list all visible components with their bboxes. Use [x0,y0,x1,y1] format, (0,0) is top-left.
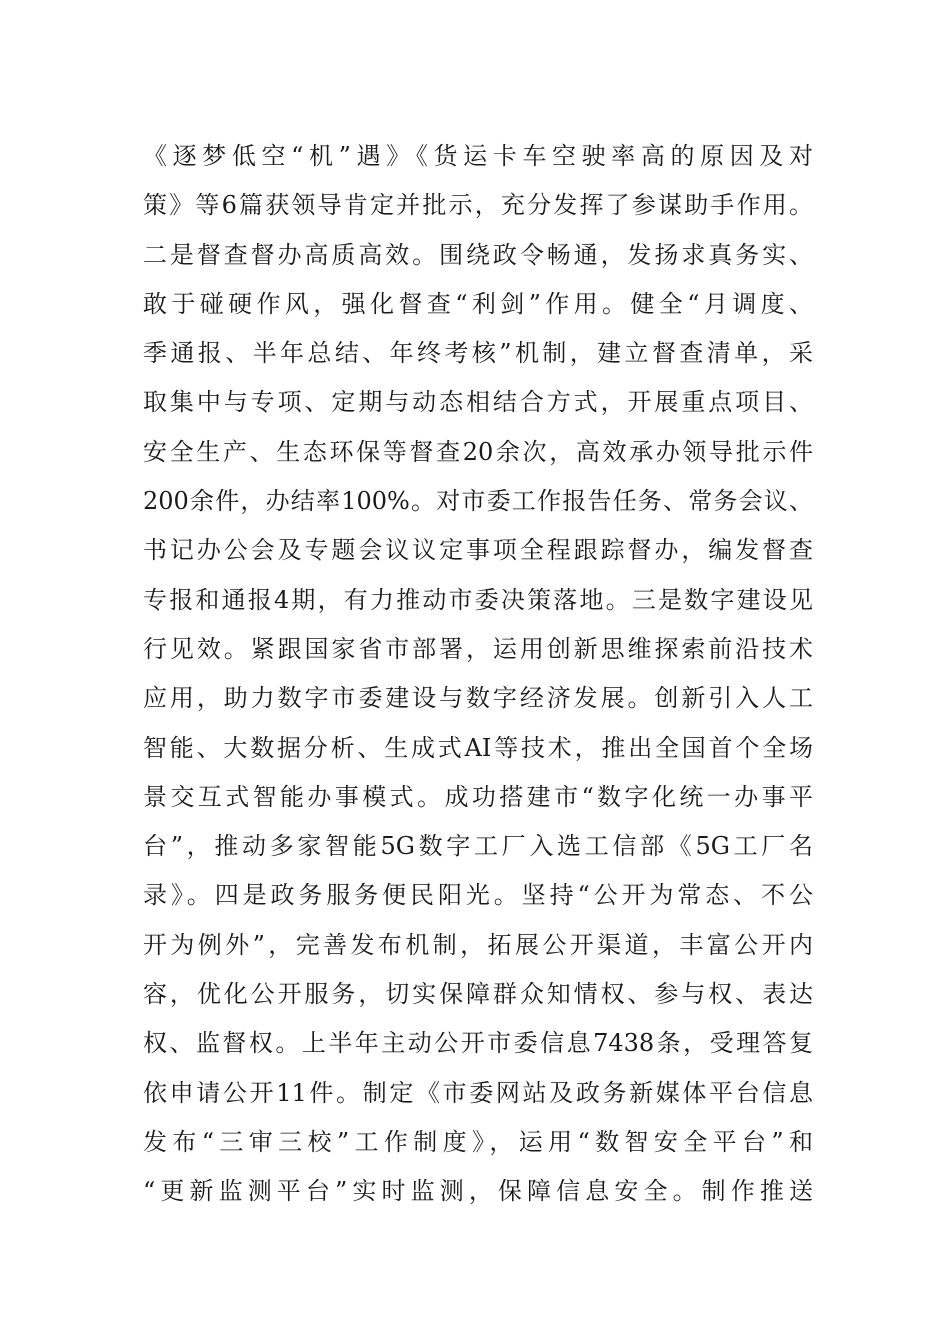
text-line-5: 季通报、半年总结、年终考核”机制，建立督查清单，采 [143,339,813,368]
text-line-9: 书记办公会及专题会议议定事项全程跟踪督办，编发督查 [143,536,813,565]
text-line-4: 敢于碰硬作风，强化督查“利剑”作用。健全“月调度、 [143,289,813,318]
text-line-11: 行见效。紧跟国家省市部署，运用创新思维探索前沿技术 [143,634,813,663]
text-line-14: 景交互式智能办事模式。成功搭建市“数字化统一办事平 [143,782,813,811]
text-line-1: 《逐梦低空“机”遇》《货运卡车空驶率高的原因及对 [143,142,813,170]
text-line-18: 容，优化公开服务，切实保障群众知情权、参与权、表达 [143,980,813,1009]
text-line-6: 取集中与专项、定期与动态相结合方式，开展重点项目、 [143,388,813,417]
text-line-17: 开为例外”，完善发布机制，拓展公开渠道，丰富公开内 [143,930,813,959]
text-line-16: 录》。四是政务服务便民阳光。坚持“公开为常态、不公 [143,881,813,910]
text-line-21: 发布“三审三校”工作制度》，运用“数智安全平台”和 [143,1127,813,1156]
text-line-7: 安全生产、生态环保等督查20余次，高效承办领导批示件 [143,437,813,466]
text-line-12: 应用，助力数字市委建设与数字经济发展。创新引入人工 [143,684,813,713]
body-text [143,132,813,1217]
text-line-10: 专报和通报4期，有力推动市委决策落地。三是数字建设见 [143,585,813,614]
text-line-22: “更新监测平台”实时监测，保障信息安全。制作推送 [143,1177,813,1206]
text-line-8: 200余件，办结率100%。对市委工作报告任务、常务会议、 [143,487,813,516]
text-line-15: 台”，推动多家智能5G数字工厂入选工信部《5G工厂名 [143,832,813,861]
text-line-13: 智能、大数据分析、生成式AI等技术，推出全国首个全场 [143,733,813,762]
text-line-2: 策》等6篇获领导肯定并批示，充分发挥了参谋助手作用。 [143,191,813,220]
text-line-3: 二是督查督办高质高效。围绕政令畅通，发扬求真务实、 [143,240,813,269]
text-line-20: 依申请公开11件。制定《市委网站及政务新媒体平台信息 [143,1078,813,1107]
text-line-19: 权、监督权。上半年主动公开市委信息7438条，受理答复 [143,1029,813,1058]
